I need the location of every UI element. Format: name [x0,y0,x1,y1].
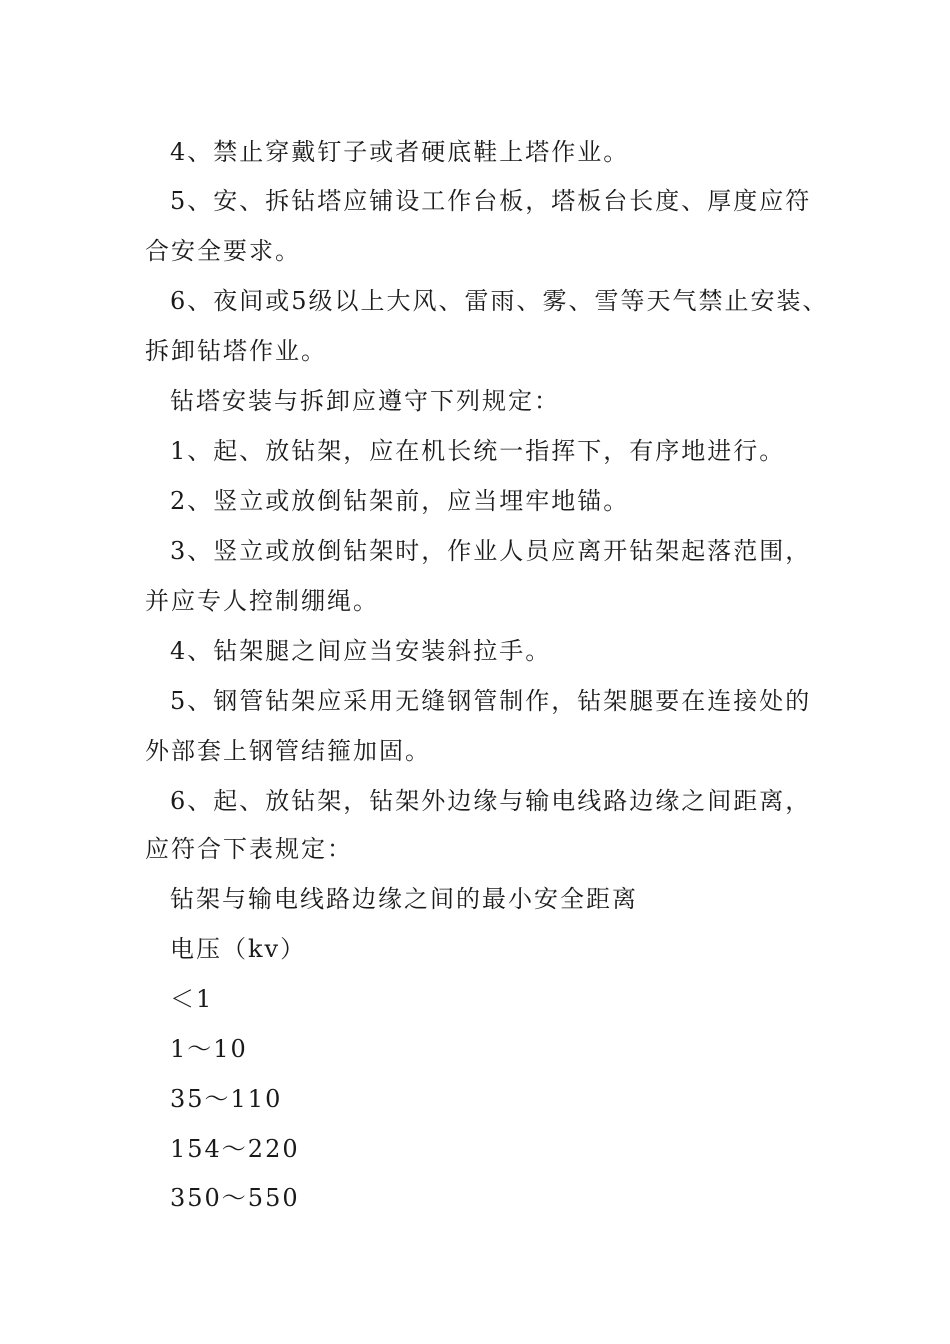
section-heading-derrick-rules: 钻塔安装与拆卸应遵守下列规定： [170,387,560,415]
derrick-rule-1: 1、起、放钻架，应在机长统一指挥下，有序地进行。 [170,437,786,465]
rule-item-5-platform-cont: 合安全要求。 [145,237,301,265]
table-row: 154～220 [170,1135,300,1163]
derrick-rule-6: 6、起、放钻架，钻架外边缘与输电线路边缘之间距离， [170,787,812,815]
derrick-rule-3-cont: 并应专人控制绷绳。 [145,587,379,615]
table-header-voltage: 电压（kv） [170,935,307,963]
rule-item-4-boots: 4、禁止穿戴钉子或者硬底鞋上塔作业。 [170,138,630,166]
derrick-rule-6-cont: 应符合下表规定： [145,835,353,863]
table-title: 钻架与输电线路边缘之间的最小安全距离 [170,885,638,913]
derrick-rule-5: 5、钢管钻架应采用无缝钢管制作，钻架腿要在连接处的 [170,687,812,715]
table-row: 350～550 [170,1184,300,1212]
derrick-rule-4: 4、钻架腿之间应当安装斜拉手。 [170,637,552,665]
table-row: 1～10 [170,1035,248,1063]
rule-item-6-weather: 6、夜间或5级以上大风、雷雨、雾、雪等天气禁止安装、 [170,287,829,315]
derrick-rule-2: 2、竖立或放倒钻架前，应当埋牢地锚。 [170,487,630,515]
rule-item-6-weather-cont: 拆卸钻塔作业。 [145,337,327,365]
table-row: 35～110 [170,1085,283,1113]
derrick-rule-5-cont: 外部套上钢管结箍加固。 [145,737,431,765]
table-row: ＜1 [170,985,214,1013]
rule-item-5-platform: 5、安、拆钻塔应铺设工作台板，塔板台长度、厚度应符 [170,187,812,215]
derrick-rule-3: 3、竖立或放倒钻架时，作业人员应离开钻架起落范围， [170,537,812,565]
